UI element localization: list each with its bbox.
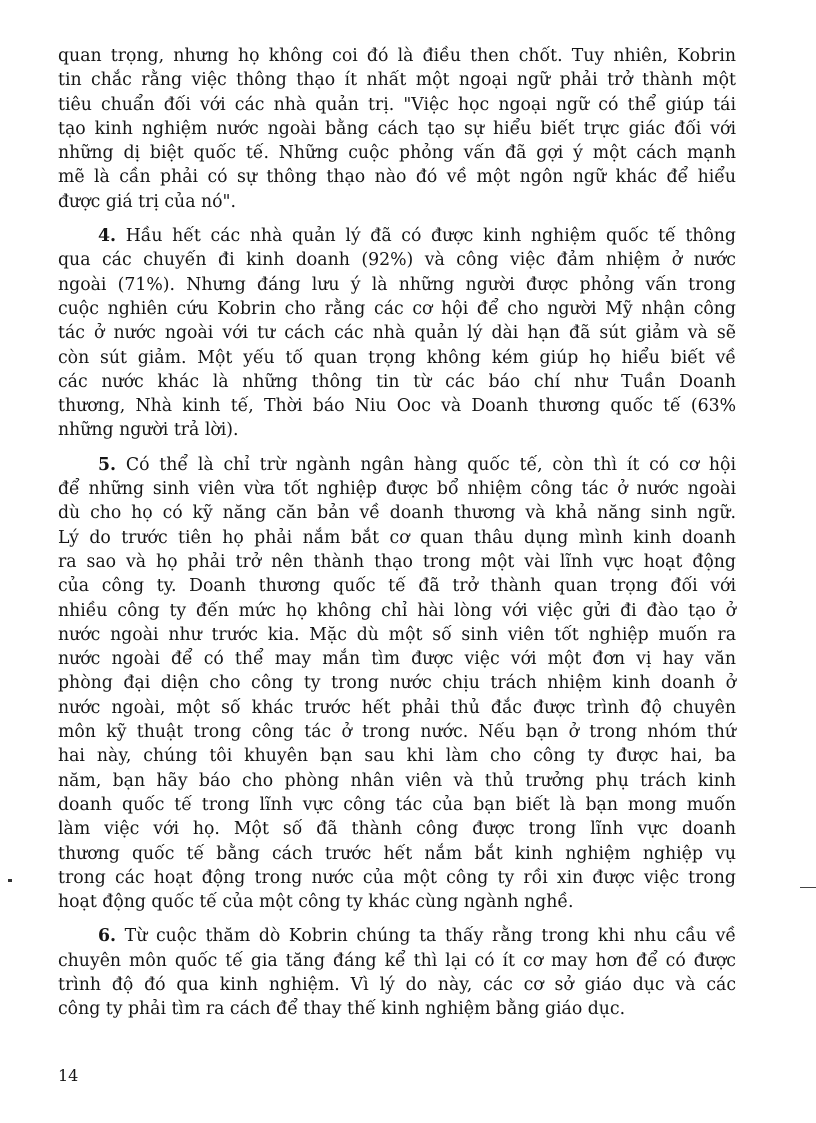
text-line: môn kỹ thuật trong công tác ở trong nước. Nếu bạn ở trong nhóm thứ bbox=[58, 722, 736, 743]
text-line: doanh quốc tế trong lĩnh vực công tác của bạn biết là bạn mong muốn bbox=[58, 794, 736, 815]
text-line: trình độ đó qua kinh nghiệm. Vì lý do này, các cơ sở giáo dục và các bbox=[58, 974, 736, 995]
text-line: chuyên môn quốc tế gia tăng đáng kể thì lại có ít cơ may hơn để có được bbox=[58, 950, 736, 971]
paragraph-3-continued bbox=[58, 44, 736, 214]
text-line: các nước khác là những thông tin từ các báo chí như Tuần Doanh bbox=[58, 371, 736, 392]
text-line: của công ty. Doanh thương quốc tế đã trở thành quan trọng đối với bbox=[58, 576, 736, 597]
text-line-content: Hầu hết các nhà quản lý đã có được kinh nghiệm quốc tế thông bbox=[116, 226, 736, 247]
text-line: những dị biệt quốc tế. Những cuộc phỏng vấn đã gợi ý một cách mạnh bbox=[58, 143, 736, 164]
paragraph-number: 4. bbox=[98, 226, 117, 247]
text-line: tác ở nước ngoài với tư cách các nhà quản lý dài hạn đã sút giảm và sẽ bbox=[58, 323, 736, 344]
page-body bbox=[58, 44, 736, 1022]
scan-mark-right bbox=[800, 887, 816, 888]
paragraph-4 bbox=[58, 224, 736, 443]
text-line: ra sao và họ phải trở nên thành thạo trong một vài lĩnh vực hoạt động bbox=[58, 551, 736, 572]
text-line: thương, Nhà kinh tế, Thời báo Niu Ooc và Doanh thương quốc tế (63% bbox=[58, 396, 736, 417]
text-line: hoạt động quốc tế của một công ty khác cùng ngành nghề. bbox=[58, 892, 574, 913]
paragraph-6 bbox=[58, 924, 736, 1021]
text-line bbox=[58, 924, 736, 948]
text-line: năm, bạn hãy báo cho phòng nhân viên và thủ trưởng phụ trách kinh bbox=[58, 770, 736, 791]
paragraph-number: 6. bbox=[98, 926, 117, 947]
paragraph-5 bbox=[58, 453, 736, 915]
text-line: dù cho họ có kỹ năng căn bản về doanh thương và khả năng sinh ngữ. bbox=[58, 503, 736, 524]
text-line: thương quốc tế bằng cách trước hết nắm bắt kinh nghiệm nghiệp vụ bbox=[58, 843, 736, 864]
text-line: nước ngoài để có thể may mắn tìm được việc với một đơn vị hay văn bbox=[58, 649, 736, 670]
text-line: hai này, chúng tôi khuyên bạn sau khi làm cho công ty được hai, ba bbox=[58, 746, 736, 767]
text-line: công ty phải tìm ra cách để thay thế kinh nghiệm bằng giáo dục. bbox=[58, 999, 626, 1020]
text-line: tiêu chuẩn đối với các nhà quản trị. "Việc học ngoại ngữ có thể giúp tái bbox=[58, 94, 736, 115]
text-line: những người trả lời). bbox=[58, 420, 239, 441]
text-line: nhiều công ty đến mức họ không chỉ hài lòng với việc gửi đi đào tạo ở bbox=[58, 600, 736, 621]
text-line: tạo kinh nghiệm nước ngoài bằng cách tạo sự hiểu biết trực giác đối với bbox=[58, 118, 736, 139]
text-line: mẽ là cần phải có sự thông thạo nào đó về một ngôn ngữ khác để hiểu bbox=[58, 167, 736, 188]
text-line: Lý do trước tiên họ phải nắm bắt cơ quan thâu dụng mình kinh doanh bbox=[58, 527, 736, 548]
text-line: quan trọng, nhưng họ không coi đó là điều then chốt. Tuy nhiên, Kobrin bbox=[58, 46, 736, 66]
text-line: cuộc nghiên cứu Kobrin cho rằng các cơ hội để cho người Mỹ nhận công bbox=[58, 298, 736, 319]
text-line: tin chắc rằng việc thông thạo ít nhất một ngoại ngữ phải trở thành một bbox=[58, 70, 736, 91]
text-line: ngoài (71%). Nhưng đáng lưu ý là những người được phỏng vấn trong bbox=[58, 274, 736, 295]
text-line: còn sút giảm. Một yếu tố quan trọng không kém giúp họ hiểu biết về bbox=[58, 347, 736, 368]
text-line: nước ngoài như trước kia. Mặc dù một số sinh viên tốt nghiệp muốn ra bbox=[58, 624, 736, 645]
text-line bbox=[58, 453, 736, 477]
text-line: trong các hoạt động trong nước của một công ty rồi xin được việc trong bbox=[58, 867, 736, 888]
text-line: được giá trị của nó". bbox=[58, 191, 236, 212]
text-line: qua các chuyến đi kinh doanh (92%) và công việc đảm nhiệm ở nước bbox=[58, 250, 736, 271]
paragraph-number: 5. bbox=[98, 454, 117, 475]
text-line: làm việc với họ. Một số đã thành công được trong lĩnh vực doanh bbox=[58, 819, 736, 840]
page-number: 14 bbox=[58, 1066, 79, 1085]
scan-mark-left bbox=[8, 879, 12, 882]
text-line: phòng đại diện cho công ty trong nước chịu trách nhiệm kinh doanh ở bbox=[58, 673, 736, 694]
text-line: nước ngoài, một số khác trước hết phải thủ đắc được trình độ chuyên bbox=[58, 697, 736, 718]
text-line bbox=[58, 224, 736, 248]
text-line-content: Từ cuộc thăm dò Kobrin chúng ta thấy rằng trong khi nhu cầu về bbox=[116, 926, 736, 947]
text-line-content: Có thể là chỉ trừ ngành ngân hàng quốc tế, còn thì ít có cơ hội bbox=[116, 454, 736, 475]
text-line: để những sinh viên vừa tốt nghiệp được bổ nhiệm công tác ở nước ngoài bbox=[58, 479, 736, 500]
